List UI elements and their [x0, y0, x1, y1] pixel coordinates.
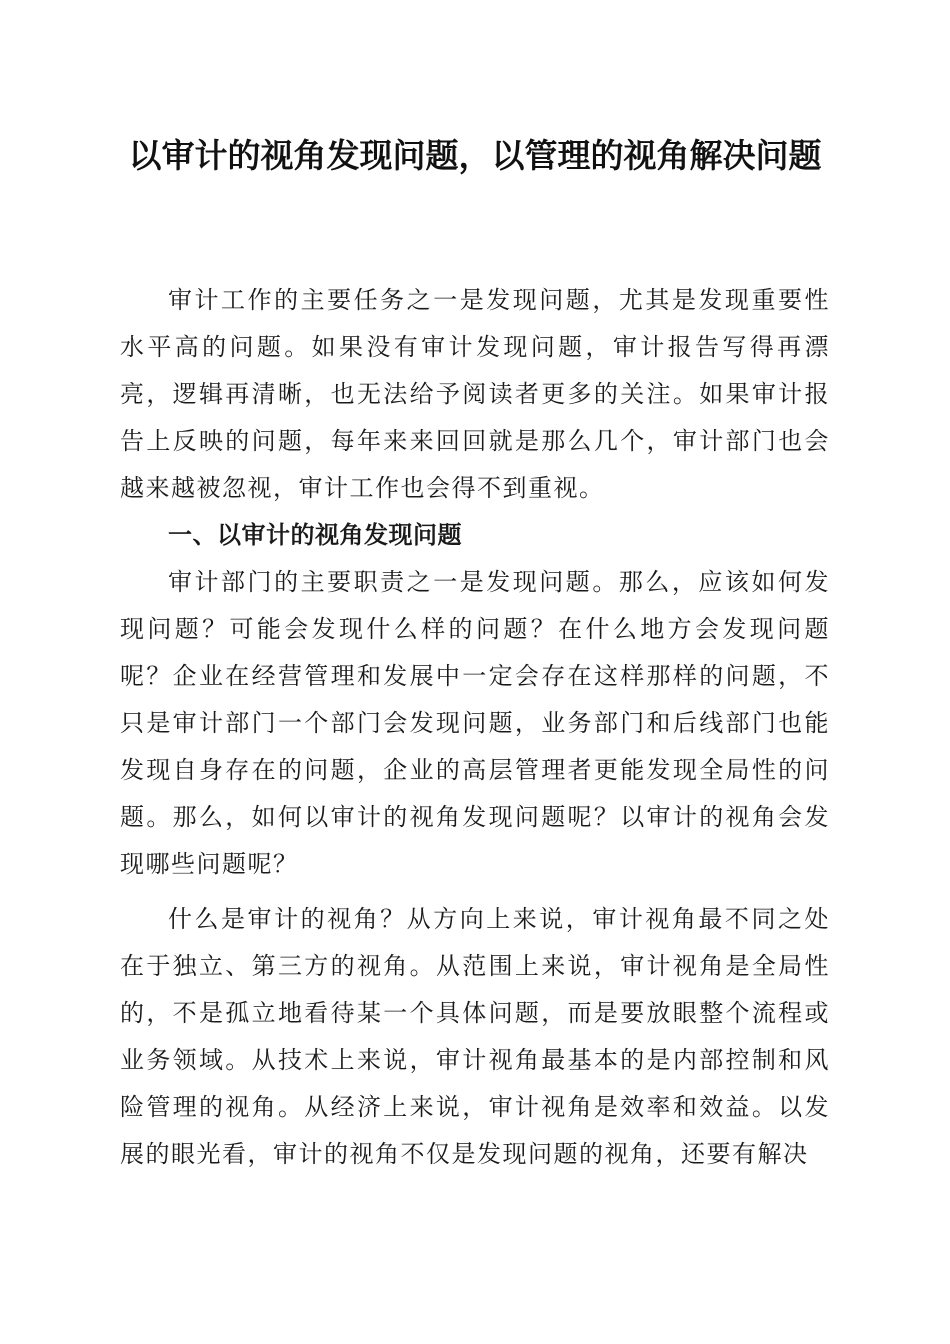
section-heading-1: 一、以审计的视角发现问题: [168, 521, 462, 549]
paragraph-section-1: 审计部门的主要职责之一是发现问题。那么，应该如何发现问题？可能会发现什么样的问题？在什么地方会发现问题呢？企业在经营管理和发展中一定会存在这样那样的问题，不只是审计部门一个部门会发现问题，业务部门和后线部门也能发现自身存在的问题，企业的高层管理者更能发现全局性的问题。那么，如何以审计的视角发现问题呢？以审计的视角会发现哪些问题呢？: [120, 568, 830, 878]
document-title: 以审计的视角发现问题，以管理的视角解决问题: [128, 136, 822, 175]
paragraph-intro: 审计工作的主要任务之一是发现问题，尤其是发现重要性水平高的问题。如果没有审计发现问题，审计报告写得再漂亮，逻辑再清晰，也无法给予阅读者更多的关注。如果审计报告上反映的问题，每年来来回回就是那么几个，审计部门也会越来越被忽视，审计工作也会得不到重视。: [120, 286, 830, 502]
paragraph-audit-perspective: 什么是审计的视角？从方向上来说，审计视角最不同之处在于独立、第三方的视角。从范围上来说，审计视角是全局性的，不是孤立地看待某一个具体问题，而是要放眼整个流程或业务领域。从技术上来说，审计视角最基本的是内部控制和风险管理的视角。从经济上来说，审计视角是效率和效益。以发展的眼光看，审计的视角不仅是发现问题的视角，还要有解决: [120, 905, 830, 1168]
document-body: [120, 277, 830, 1178]
